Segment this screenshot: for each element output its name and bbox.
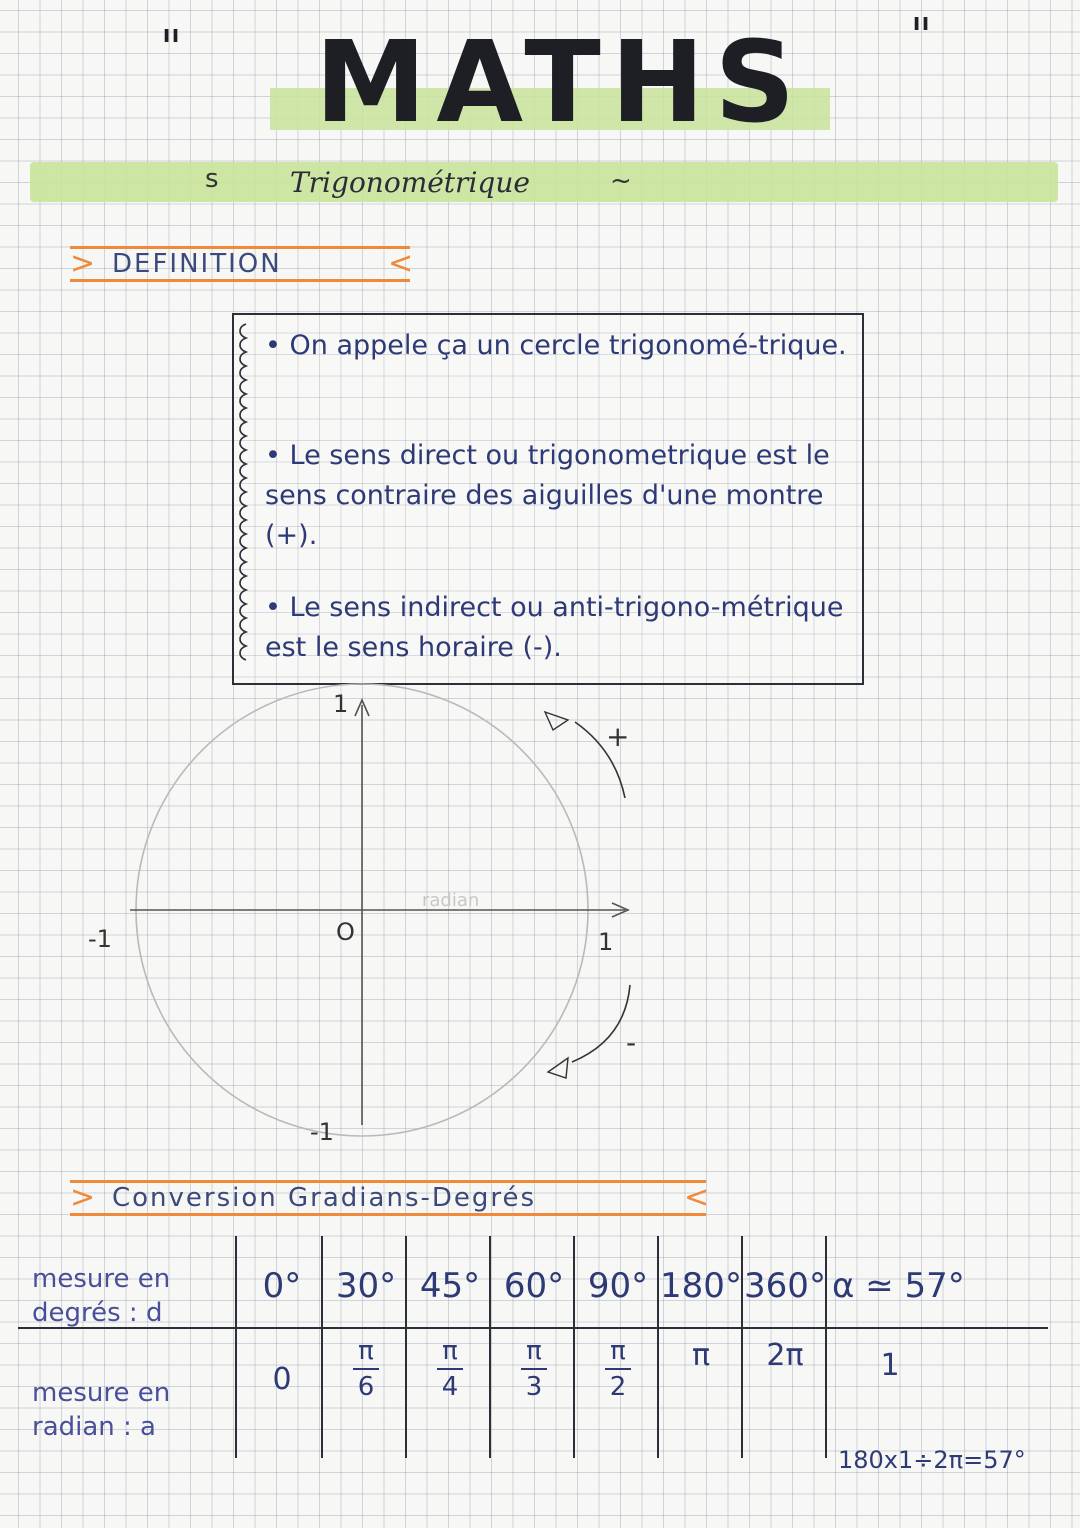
rad-numerator: π (442, 1336, 458, 1366)
definition-item-1: • On appele ça un cercle trigonomé-trique. (265, 330, 847, 361)
negative-arrow-icon (548, 1058, 568, 1078)
trigonometric-circle-diagram (0, 680, 1080, 1160)
rad-numerator: π (526, 1336, 542, 1366)
deg-cell: 180° (660, 1266, 742, 1306)
definition-item-3: • Le sens indirect ou anti-trigono-métrique est le sens horaire (-). (265, 592, 844, 663)
rad-cell-fraction (408, 1332, 492, 1402)
negative-sign: - (626, 1026, 637, 1059)
rad-cell-zero: 0 (272, 1362, 292, 1397)
axis-label-left: -1 (88, 925, 112, 953)
page-title: MATHS (314, 18, 806, 148)
subtitle: Trigonométrique (290, 166, 530, 199)
negative-direction-arc (572, 985, 630, 1062)
rad-numerator: π (610, 1336, 626, 1366)
deg-cell: 60° (503, 1266, 565, 1306)
banner-chevron-right-icon: < (684, 1180, 712, 1215)
subtitle-deco-left: s (205, 164, 219, 194)
rad-cell-pi: π (691, 1338, 711, 1373)
rad-cell-fraction (324, 1332, 408, 1402)
rad-denominator: 3 (525, 1372, 543, 1402)
row-label-degrees: mesure en degrés : d (32, 1264, 171, 1328)
rad-denominator: 2 (609, 1372, 627, 1402)
title-quote-left: " (160, 20, 183, 76)
rad-cell-one: 1 (880, 1348, 900, 1383)
origin-label: O (336, 918, 355, 946)
subtitle-highlight (30, 162, 1058, 202)
title-quote-right: " (910, 8, 933, 64)
axis-label-bottom: -1 (310, 1118, 334, 1146)
axis-label-right: 1 (598, 928, 614, 956)
definition-item-2: • Le sens direct ou trigonometrique est le sens contraire des aiguilles d'une montre (+). (265, 440, 830, 551)
rad-cell-fraction (492, 1332, 576, 1402)
spiral-binding-icon (236, 320, 256, 680)
subtitle-deco-right: ~ (610, 166, 632, 196)
rad-numerator: π (358, 1336, 374, 1366)
rad-denominator: 4 (441, 1372, 459, 1402)
conversion-note: 180x1÷2π=57° (838, 1446, 1026, 1474)
deg-cell: 360° (744, 1266, 826, 1306)
deg-cell: 45° (419, 1266, 481, 1306)
banner-chevron-left-icon: > (70, 246, 98, 281)
definition-banner (70, 246, 416, 282)
banner-chevron-right-icon: < (388, 246, 416, 281)
positive-sign: + (606, 720, 630, 753)
deg-cell: 0° (262, 1266, 302, 1306)
conversion-banner-label: Conversion Gradians-Degrés (112, 1183, 537, 1213)
rad-cell-fraction (576, 1332, 660, 1402)
definition-banner-label: DEFINITION (112, 249, 282, 279)
deg-cell: 30° (335, 1266, 397, 1306)
positive-arrow-icon (545, 712, 568, 730)
conversion-banner (70, 1180, 712, 1216)
faint-radian-label: radian (422, 890, 480, 911)
rad-cell-2pi: 2π (766, 1338, 804, 1373)
deg-cell-alpha: α ≃ 57° (832, 1266, 965, 1306)
deg-cell: 90° (587, 1266, 649, 1306)
title-block (180, 18, 940, 148)
row-label-radians: mesure en radian : a (32, 1378, 171, 1442)
banner-chevron-left-icon: > (70, 1180, 98, 1215)
axis-label-top: 1 (333, 690, 349, 718)
rad-denominator: 6 (357, 1372, 375, 1402)
